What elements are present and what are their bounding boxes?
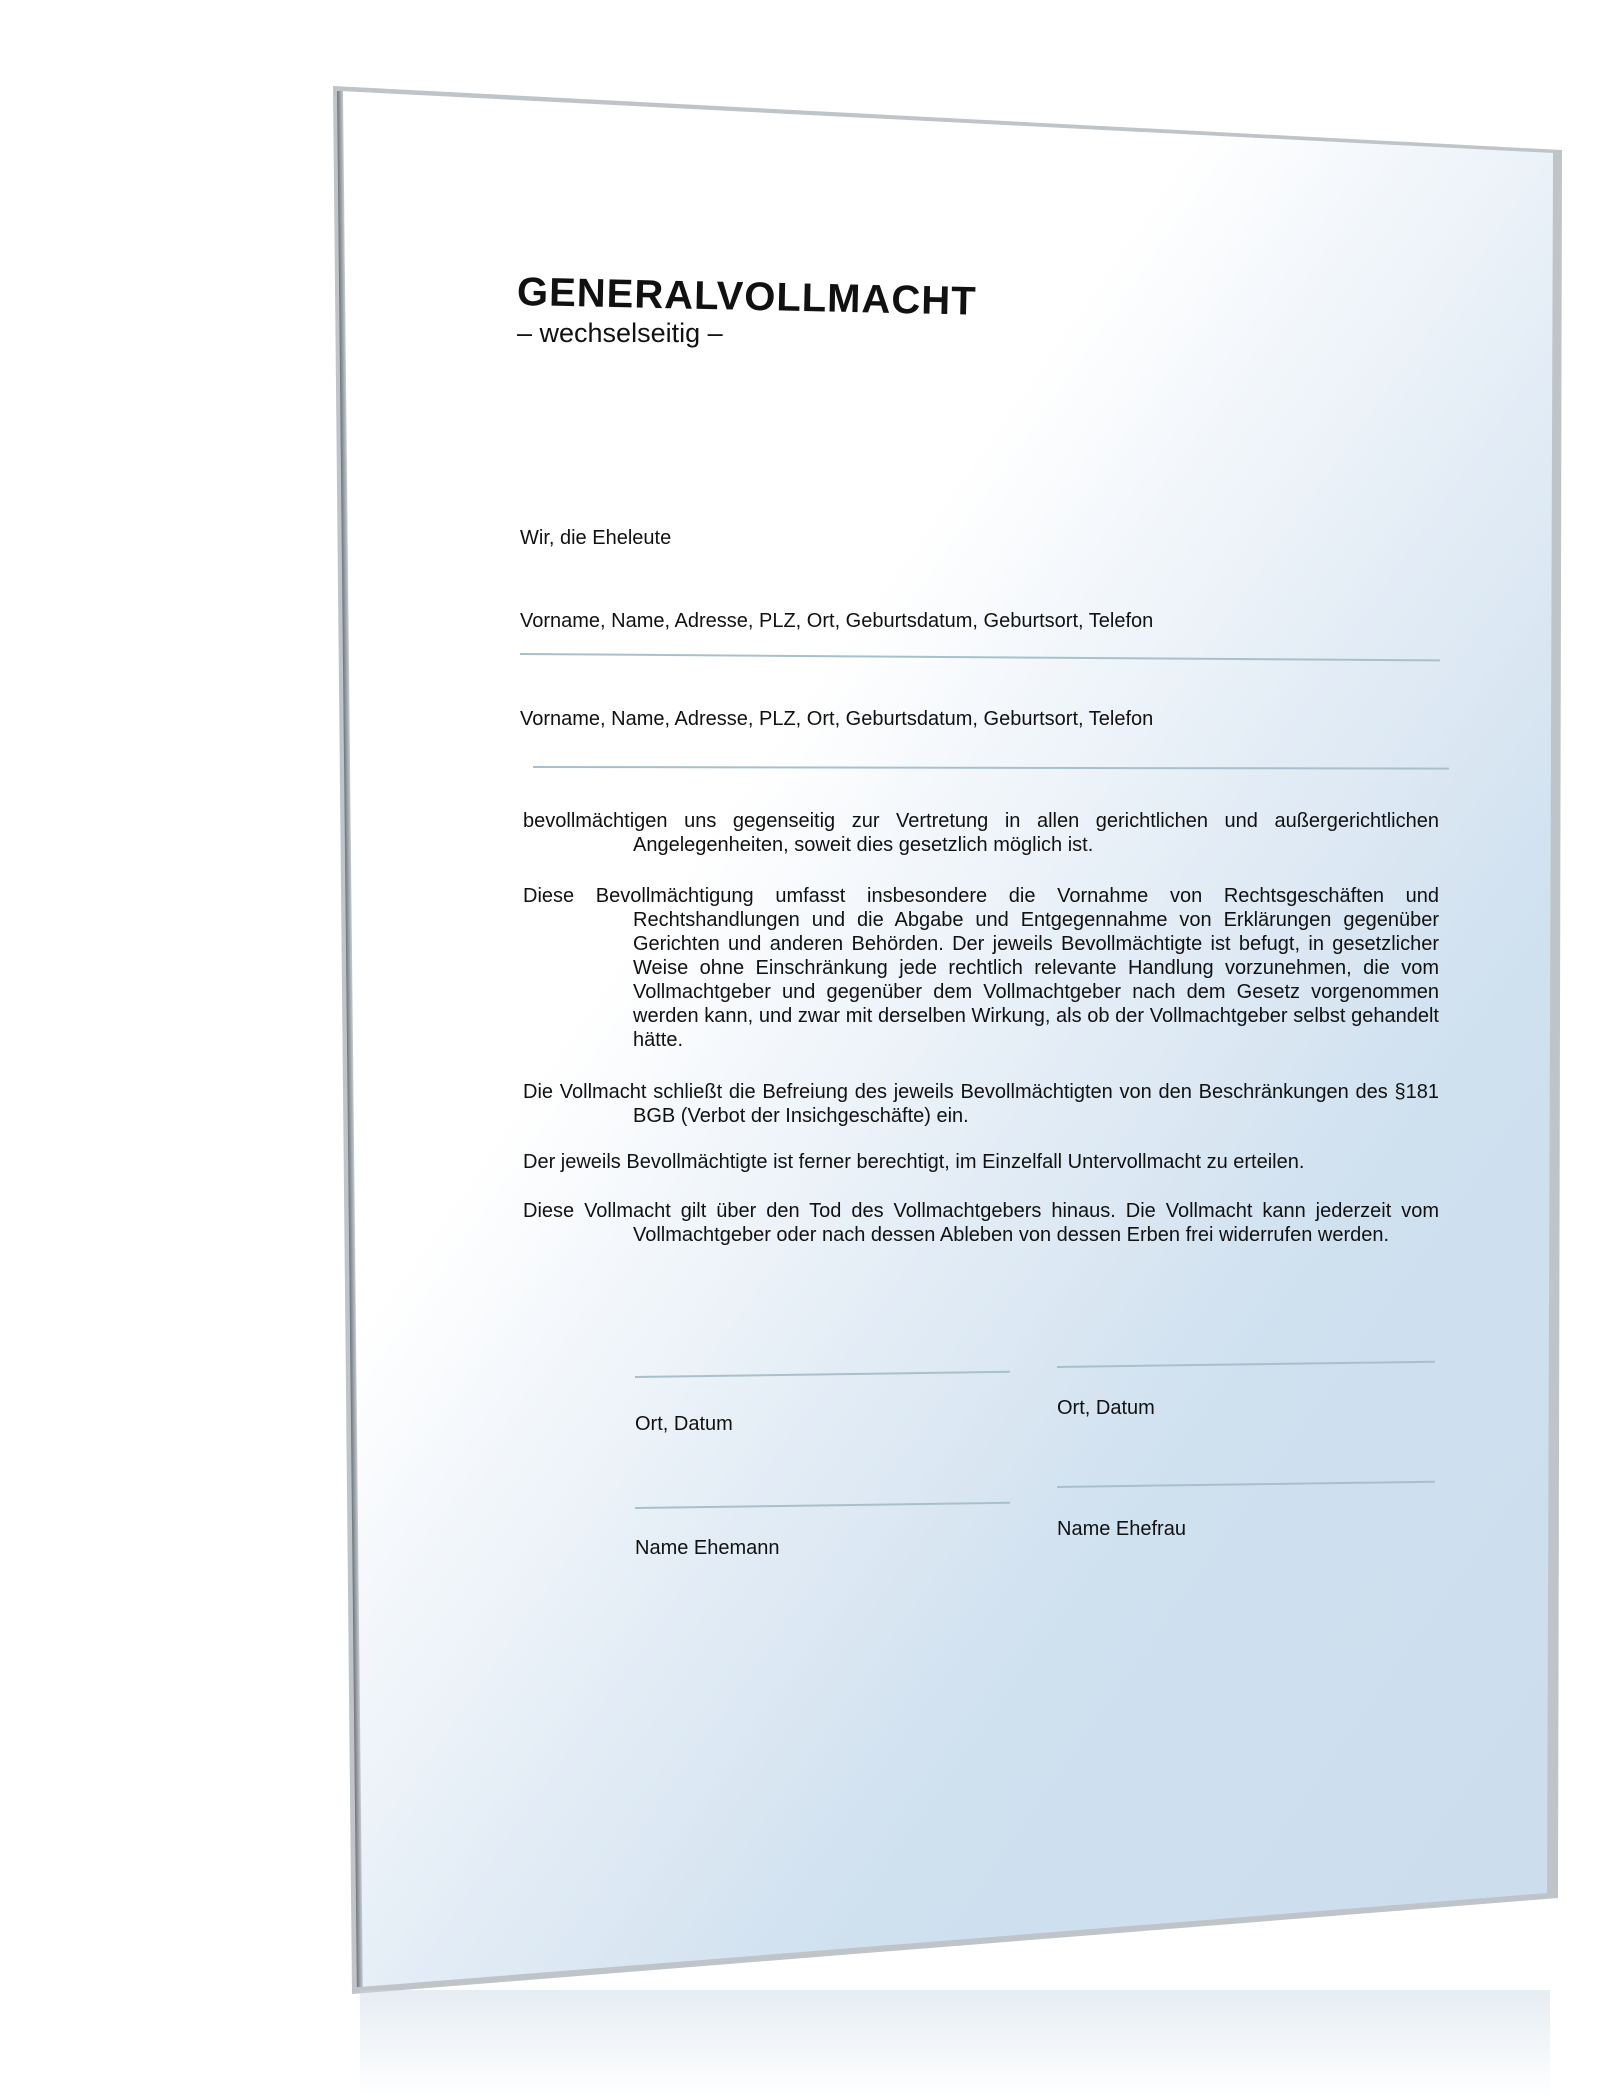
intro-text: Wir, die Eheleute <box>520 527 672 549</box>
paragraph-continuation: Rechtshandlungen und die Abgabe und Entgegennahme von Erklärungen gegenüber Gerichten und anderen Behörden. Der jeweils Bevollmächtigte ist befugt, in gesetzlicher Weise ohne Einschränkung jede rechtlich relevante Handlung vorzunehmen, die vom Vollmachtgeber und gegenüber dem Vollmachtgeber nach dem Gesetz vorgenommen werden kann, und zwar mit derselben Wirkung, als ob der Vollmachtgeber selbst gehandelt hätte. <box>633 909 1439 1051</box>
party-field-1: Vorname, Name, Adresse, PLZ, Ort, Geburtsdatum, Geburtsort, Telefon <box>520 610 1154 632</box>
left-place-date-label: Ort, Datum <box>635 1413 733 1435</box>
document-subtitle: – wechselseitig – <box>517 318 723 348</box>
paragraph-validity <box>523 1199 1439 1247</box>
paragraph-line: Der jeweils Bevollmächtigte ist ferner berechtigt, im Einzelfall Untervollmacht zu erteilen. <box>523 1151 1305 1173</box>
page-reflection <box>360 1990 1550 2100</box>
paragraph-scope <box>523 884 1439 1052</box>
paragraph-line: Diese Vollmacht gilt über den Tod des Vollmachtgebers hinaus. Die Vollmacht kann jederzeit vom <box>523 1200 1439 1222</box>
paragraph-line: bevollmächtigen uns gegenseitig zur Vertretung in allen gerichtlichen und außergerichtlichen <box>523 810 1439 832</box>
husband-name-label: Name Ehemann <box>635 1537 780 1559</box>
party-field-2: Vorname, Name, Adresse, PLZ, Ort, Geburtsdatum, Geburtsort, Telefon <box>520 708 1154 730</box>
paragraph-line: Diese Bevollmächtigung umfasst insbesondere die Vornahme von Rechtsgeschäften und <box>523 885 1439 907</box>
paragraph-continuation: Angelegenheiten, soweit dies gesetzlich möglich ist. <box>633 834 1094 856</box>
paragraph-authorization <box>523 809 1439 857</box>
paragraph-continuation: BGB (Verbot der Insichgeschäfte) ein. <box>633 1105 969 1127</box>
paragraph-continuation: Vollmachtgeber oder nach dessen Ableben von dessen Erben frei widerrufen werden. <box>633 1224 1390 1246</box>
paragraph-line: Die Vollmacht schließt die Befreiung des jeweils Bevollmächtigten von den Beschränkungen des §181 <box>523 1081 1439 1103</box>
right-place-date-label: Ort, Datum <box>1057 1397 1155 1419</box>
paragraph-181-bgb <box>523 1080 1439 1128</box>
wife-name-label: Name Ehefrau <box>1057 1518 1186 1540</box>
document-title: GENERALVOLLMACHT <box>516 270 978 324</box>
paragraph-sub-authority <box>523 1150 1439 1174</box>
